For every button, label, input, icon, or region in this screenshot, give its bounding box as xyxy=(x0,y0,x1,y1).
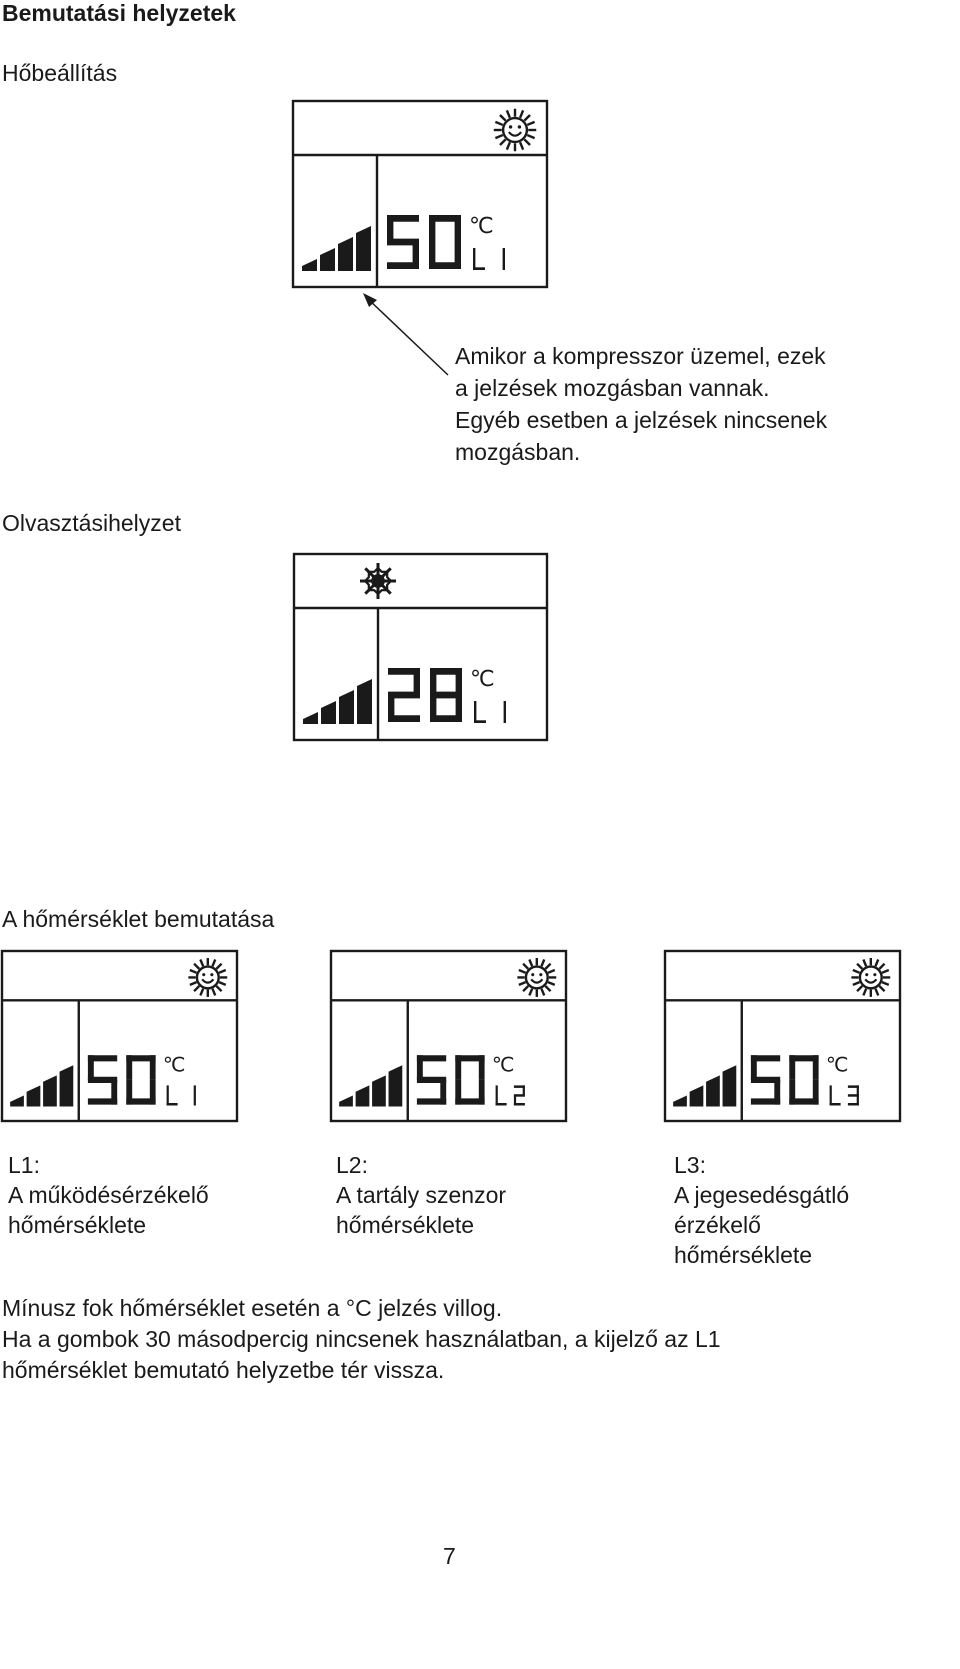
caption-line: hőmérséklete xyxy=(8,1212,147,1238)
defrost-heading: Olvasztásihelyzet xyxy=(2,510,181,536)
heating-heading: Hőbeállítás xyxy=(2,60,118,86)
note-line: Egyéb esetben a jelzések nincsenek xyxy=(455,407,828,433)
page-title: Bemutatási helyzetek xyxy=(2,0,236,26)
temperature-unit: ℃ xyxy=(491,1052,515,1077)
defrost-lcd-display xyxy=(293,553,548,741)
note-line: Amikor a kompresszor üzemel, ezek xyxy=(455,343,826,369)
snowflake-icon xyxy=(360,563,396,599)
sun-icon xyxy=(851,958,890,997)
caption-line: L3: xyxy=(674,1152,706,1178)
temperature-unit: ℃ xyxy=(825,1052,849,1077)
temperature-unit: ℃ xyxy=(470,667,495,692)
sensor-l2-caption xyxy=(336,1150,506,1240)
temperature-display-heading: A hőmérséklet bemutatása xyxy=(2,906,275,932)
heating-lcd-display xyxy=(292,100,548,288)
page-number: 7 xyxy=(443,1543,456,1569)
caption-line: A jegesedésgátló xyxy=(674,1182,850,1208)
caption-line: érzékelő xyxy=(674,1212,761,1238)
footer-note xyxy=(2,1293,721,1386)
temperature-unit: ℃ xyxy=(162,1052,186,1077)
footer-line: Ha a gombok 30 másodpercig nincsenek használatban, a kijelző az L1 xyxy=(2,1326,721,1352)
signal-bar xyxy=(357,679,372,724)
sensor-l3-lcd-display xyxy=(664,950,901,1122)
sensor-l1-caption xyxy=(8,1150,209,1240)
signal-bar xyxy=(356,226,371,271)
signal-bar xyxy=(389,1065,403,1106)
note-line: mozgásban. xyxy=(455,439,581,465)
signal-bar xyxy=(60,1065,74,1106)
sun-icon xyxy=(517,958,556,997)
caption-line: hőmérséklete xyxy=(674,1242,813,1268)
sensor-l2-lcd-display xyxy=(330,950,567,1122)
footer-line: Mínusz fok hőmérséklet esetén a °C jelzés villog. xyxy=(2,1295,503,1321)
pointer-arrow xyxy=(355,290,455,380)
sensor-l3-caption xyxy=(674,1150,849,1270)
caption-line: L2: xyxy=(336,1152,368,1178)
signal-bar xyxy=(723,1065,737,1106)
sun-icon xyxy=(494,109,537,152)
caption-line: A tartály szenzor xyxy=(336,1182,507,1208)
sensor-l1-lcd-display xyxy=(1,950,238,1122)
sun-icon xyxy=(188,958,227,997)
temperature-unit: ℃ xyxy=(469,214,494,239)
caption-line: L1: xyxy=(8,1152,40,1178)
note-line: a jelzések mozgásban vannak. xyxy=(455,375,770,401)
caption-line: hőmérséklete xyxy=(336,1212,475,1238)
heating-note xyxy=(455,340,827,468)
footer-line: hőmérséklet bemutató helyzetbe tér vissza. xyxy=(2,1357,445,1383)
caption-line: A működésérzékelő xyxy=(8,1182,209,1208)
